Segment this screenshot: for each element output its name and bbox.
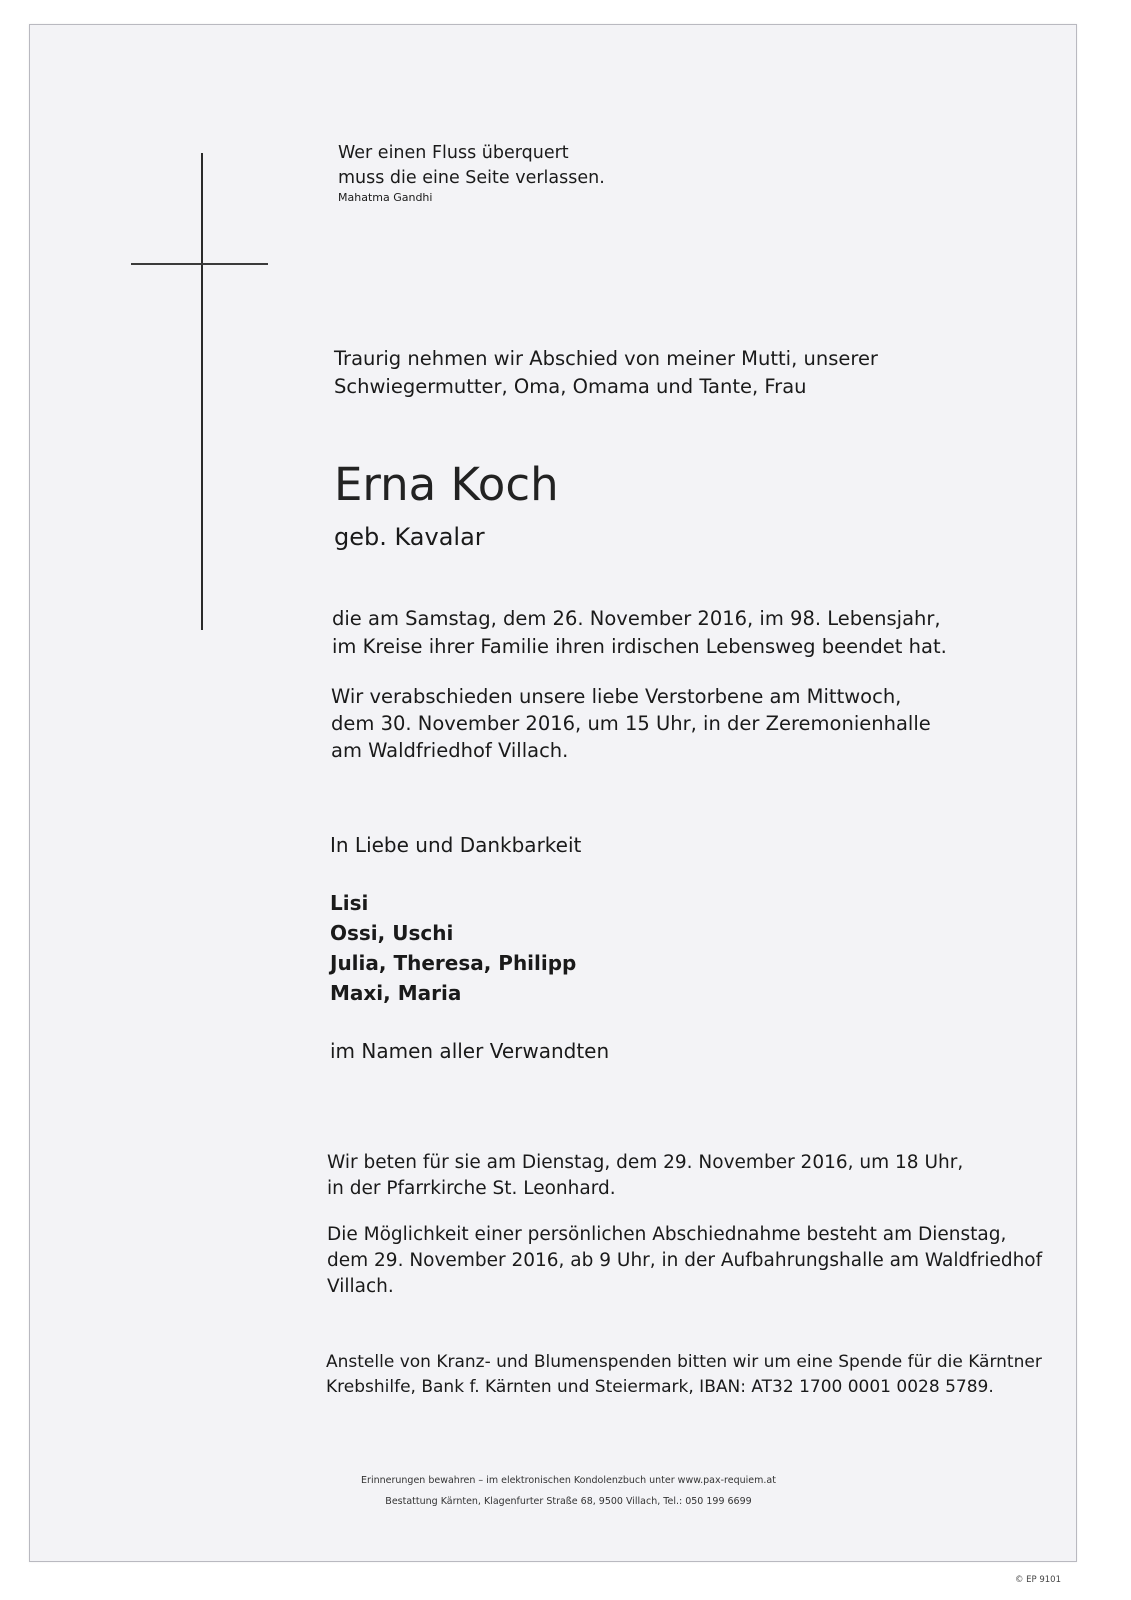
prayer-line: Wir beten für sie am Dienstag, dem 29. November 2016, um 18 Uhr, [327,1152,964,1173]
quote-line: muss die eine Seite verlassen. [338,168,605,188]
quote-line: Wer einen Fluss überquert [338,143,569,163]
deceased-name: Erna Koch [334,458,559,511]
intro-text [334,345,878,401]
viewing-line: Villach. [327,1276,394,1297]
mourner-name: Maxi, Maria [330,981,462,1005]
maiden-name: geb. Kavalar [334,523,485,551]
obituary-sheet [29,24,1077,1562]
closing-phrase: In Liebe und Dankbarkeit [330,833,582,857]
mourner-name: Lisi [330,891,369,915]
funeral-line: am Waldfriedhof Villach. [331,739,569,762]
relatives-phrase: im Namen aller Verwandten [330,1039,610,1063]
viewing-line: Die Möglichkeit einer persönlichen Abschiednahme besteht am Dienstag, [327,1224,1007,1245]
prayer-notice [327,1150,963,1202]
viewing-line: dem 29. November 2016, ab 9 Uhr, in der Aufbahrungshalle am Waldfriedhof [327,1250,1043,1271]
funeral-line: dem 30. November 2016, um 15 Uhr, in der Zeremonienhalle [331,712,931,735]
intro-line: Traurig nehmen wir Abschied von meiner Mutti, unserer [334,347,878,370]
death-notice-line: die am Samstag, dem 26. November 2016, im 98. Lebensjahr, [332,607,941,630]
intro-line: Schwiegermutter, Oma, Omama und Tante, Frau [334,375,807,398]
prayer-line: in der Pfarrkirche St. Leonhard. [327,1178,616,1199]
cross-vertical-bar [201,153,203,630]
mourners-list [330,888,576,1008]
mourner-name: Ossi, Uschi [330,921,454,945]
viewing-notice [327,1222,1042,1300]
donation-line: Anstelle von Kranz- und Blumenspenden bitten wir um eine Spende für die Kärntner [326,1352,1042,1372]
quote [338,141,605,191]
quote-author: Mahatma Gandhi [338,191,433,204]
mourner-name: Julia, Theresa, Philipp [330,951,577,975]
footer-condolence-line: Erinnerungen bewahren – im elektronischen Kondolenzbuch unter www.pax-requiem.at [361,1475,776,1486]
death-notice [332,605,947,661]
funeral-line: Wir verabschieden unsere liebe Verstorbene am Mittwoch, [331,685,902,708]
death-notice-line: im Kreise ihrer Familie ihren irdischen Lebensweg beendet hat. [332,635,947,658]
form-code: © EP 9101 [1014,1575,1061,1585]
donation-notice [326,1350,1042,1400]
funeral-notice [331,683,931,764]
cross-horizontal-bar [131,263,268,265]
donation-line: Krebshilfe, Bank f. Kärnten und Steiermark, IBAN: AT32 1700 0001 0028 5789. [326,1377,994,1397]
footer-undertaker-line: Bestattung Kärnten, Klagenfurter Straße 68, 9500 Villach, Tel.: 050 199 6699 [385,1496,752,1507]
